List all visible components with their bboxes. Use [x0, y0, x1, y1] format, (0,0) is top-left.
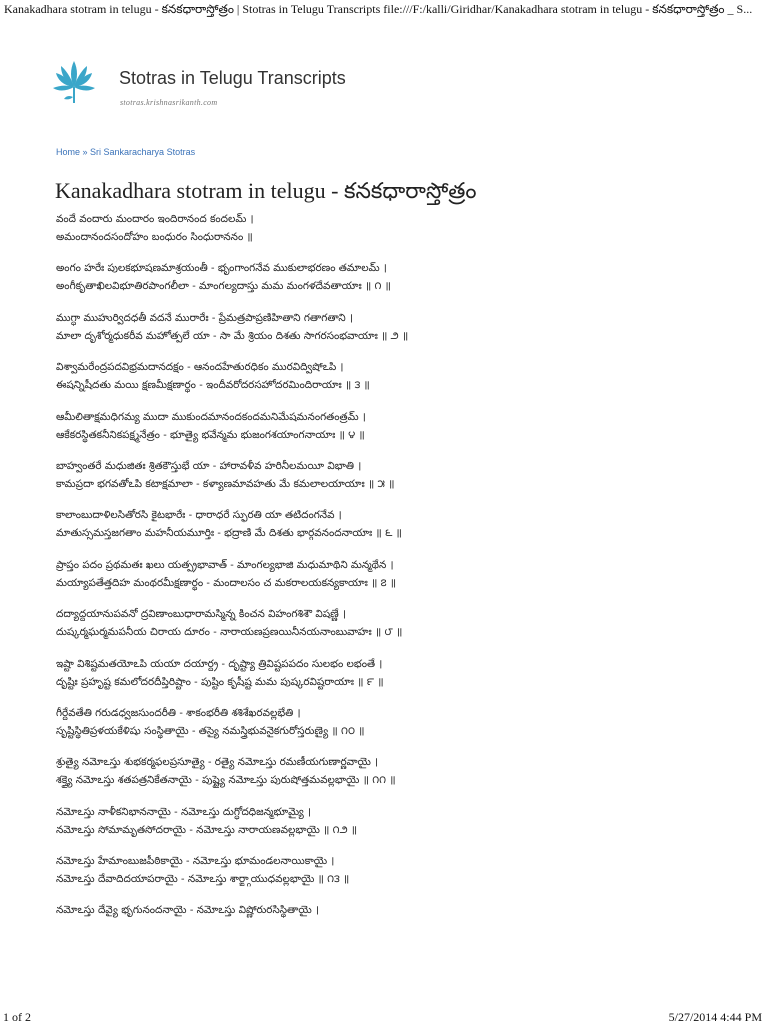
stanza: [56, 605, 716, 641]
verse-line: అమందానందసందోహం బంధురం సింధురాననం ॥: [56, 231, 253, 243]
verse-line: దుష్కర్మఘర్మమపనీయ చిరాయ దూరం - నారాయణప్రణయినీనయనాంబువాహః ॥ ౮ ॥: [56, 626, 403, 639]
verse-line: శ్రుత్యై నమోఽస్తు శుభకర్మఫలప్రసూత్యై - రత్యై నమోఽస్తు రమణీయగుణార్ణవాయై ।: [56, 756, 379, 769]
verse-line: అంగీకృతాఖిలవిభూతిరపాంగలీలా - మాంగల్యదాస్తు మమ మంగళదేవతాయాః ॥ ౧ ॥: [56, 280, 391, 293]
verse-line: నమోఽస్తు సోమామృతసోదరాయై - నమోఽస్తు నారాయణవల్లభాయై ॥ ౧౨ ॥: [56, 823, 358, 836]
verse-line: ఇష్టా విశిష్టమతయోఽపి యయా దయార్ద్ర - దృష్ట్యా త్రివిష్టపపదం సులభం లభంతే ।: [56, 657, 383, 670]
stanza: [56, 852, 716, 888]
verse-line: బాహ్వంతరే మధుజితః శ్రితకౌస్తుభే యా - హారావళీవ హరినీలమయీ విభాతి ।: [56, 459, 362, 472]
stanza: [56, 556, 716, 592]
verse-line: విశ్వామరేంద్రపదవిభ్రమదానదక్షం - ఆనందహేతురధికం మురవిద్విషోఽపి ।: [56, 361, 344, 374]
verse-line: వందే వందారు మందారం ఇందిరానంద కందలమ్ ।: [56, 213, 254, 225]
stanza: [56, 457, 716, 493]
verse-line: ఆకేకరస్థితకనీనికపక్ష్మనేత్రం - భూత్యై భవేన్మమ భుజంగశయాంగనాయాః ॥ ౪ ॥: [56, 428, 365, 441]
stanza: [56, 655, 716, 691]
breadcrumb-category-link[interactable]: Sri Sankaracharya Stotras: [90, 147, 196, 157]
verse-line: నమోఽస్తు దేవ్యై భృగునందనాయై - నమోఽస్తు విష్ణోరురసిస్థితాయై ।: [56, 904, 320, 917]
stanza: [56, 803, 716, 839]
stanza: [56, 309, 716, 345]
page-number: 1 of 2: [3, 1010, 31, 1024]
stanza: [56, 753, 716, 789]
verse-line: ప్రాప్తం పదం ప్రథమతః ఖలు యత్ప్రభావాత్ - మాంగల్యభాజి మధుమాథిని మన్మథేన ।: [56, 558, 394, 571]
lotus-icon[interactable]: [51, 57, 97, 107]
verse-line: దద్యాద్దయానుపవనో ద్రవిణాంబుధారామస్మిన్న కించన విహంగశిశౌ విషణ్ణే ।: [56, 608, 346, 621]
verse-line: అంగం హరేః పులకభూషణమాశ్రయంతీ - భృంగాంగనేవ ముకులాభరణం తమాలమ్ ।: [56, 262, 387, 275]
stanza: [56, 408, 716, 444]
verse-line: ఆమీలితాక్షమధిగమ్య ముదా ముకుందమానందకందమనిమేషమనంగతంత్రమ్ ।: [56, 410, 366, 423]
verse-line: మాతుస్సమస్తజగతాం మహనీయమూర్తిః - భద్రాణి మే దిశతు భార్గవనందనాయాః ॥ ౬ ॥: [56, 527, 402, 540]
site-url[interactable]: stotras.krishnasrikanth.com: [120, 98, 218, 107]
verse-line: గీర్దేవతేతి గరుడధ్వజసుందరీతి - శాకంభరీతి శశిశేఖరవల్లభేతి ।: [56, 706, 301, 719]
breadcrumb: [56, 147, 195, 157]
breadcrumb-home-link[interactable]: Home: [56, 147, 81, 157]
verse-list: [56, 210, 716, 933]
verse-line: నమోఽస్తు దేవాదిదయాపరాయై - నమోఽస్తు శార్ఙ్గాయుధవల్లభాయై ॥ ౧౩ ॥: [56, 873, 350, 886]
verse-line: సృష్టిస్థితిప్రళయకేళిషు సంస్థితాయై - తస్యై నమస్త్రిభువనైకగురోస్తరుణ్యై ॥ ౧౦ ॥: [56, 724, 365, 737]
verse-line: మయ్యాపతేత్తదిహ మంథరమీక్షణార్థం - మందాలసం చ మకరాలయకన్యకాయాః ॥ ౭ ॥: [56, 576, 397, 589]
verse-line: మాలా దృశోర్మధుకరీవ మహోత్పలే యా - సా మే శ్రియం దిశతు సాగరసంభవాయాః ॥ ౨ ॥: [56, 329, 409, 342]
page-title: Kanakadhara stotram in telugu - కనకధారాస్తోత్రం: [55, 178, 477, 203]
verse-line: కాలాంబుదాళిలసితోరసి కైటభారేః - ధారాధరే స్ఫురతి యా తటిదంగనేవ ।: [56, 509, 342, 522]
breadcrumb-separator: »: [80, 147, 91, 157]
verse-line: కామప్రదా భగవతోఽపి కటాక్షమాలా - కళ్యాణమావహతు మే కమలాలయాయాః ॥ ౫ ॥: [56, 477, 395, 490]
verse-line: నమోఽస్తు హేమాంబుజపీఠికాయై - నమోఽస్తు భూమండలనాయికాయై ।: [56, 855, 335, 868]
stanza: [56, 259, 716, 295]
verse-line: ముగ్ధా ముహుర్విదధతీ వదనే మురారేః - ప్రేమత్రపాప్రణిహితాని గతాగతాని ।: [56, 311, 353, 324]
verse-line: ఈషన్నిషీదతు మయి క్షణమీక్షణార్థం - ఇందీవరోదరసహోదరమిందిరాయాః ॥ ౩ ॥: [56, 379, 370, 392]
stanza: [56, 901, 716, 919]
verse-line: దృష్టిః ప్రహృష్ట కమలోదరదీప్తిరిష్టాం - పుష్టిం కృషీష్ట మమ పుష్కరవిష్టరాయాః ॥ ౯ ॥: [56, 675, 384, 688]
stanza: [56, 704, 716, 740]
verse-line: నమోఽస్తు నాళీకనిభాననాయై - నమోఽస్తు దుగ్ధోదధిజన్మభూమ్యై ।: [56, 805, 312, 818]
print-header: Kanakadhara stotram in telugu - కనకధారాస్తోత్రం | Stotras in Telugu Transcripts file:///F:/kalli/Giridhar/Kanakadhara stotram in telugu - కనకధారాస్తోత్రం _ S...: [4, 2, 753, 16]
site-title[interactable]: Stotras in Telugu Transcripts: [119, 68, 346, 88]
stanza: [56, 358, 716, 394]
stanza: [56, 210, 716, 246]
stanza: [56, 506, 716, 542]
print-datetime: 5/27/2014 4:44 PM: [668, 1010, 762, 1024]
verse-line: శక్త్యై నమోఽస్తు శతపత్రనికేతనాయై - పుష్ట్యై నమోఽస్తు పురుషోత్తమవల్లభాయై ॥ ౧౧ ॥: [56, 774, 396, 787]
